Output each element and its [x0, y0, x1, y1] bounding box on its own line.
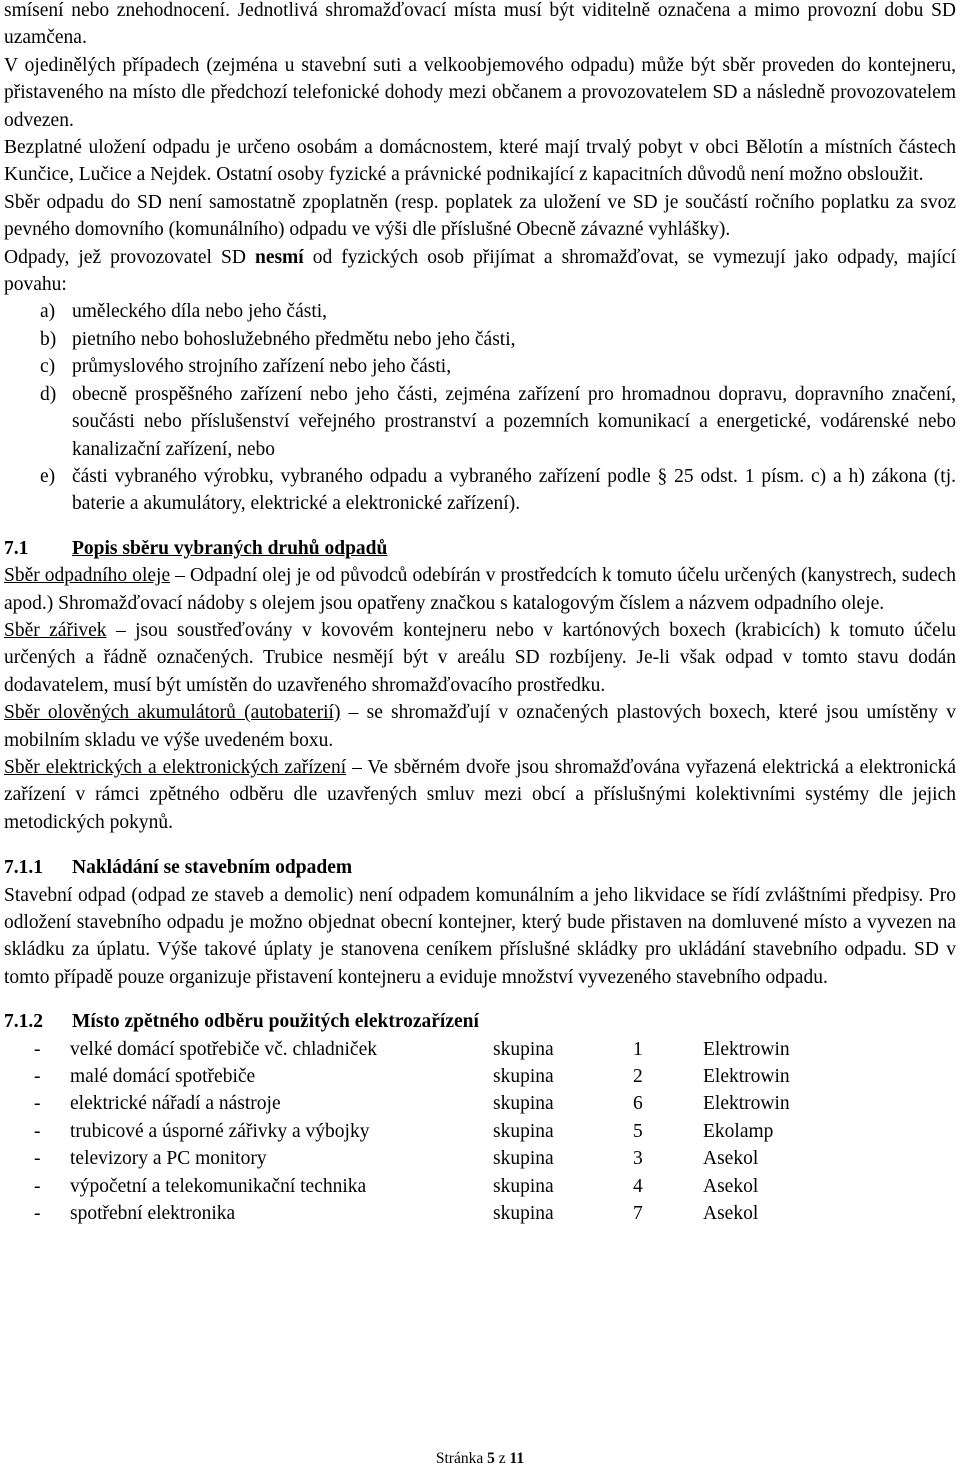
row-group-number: 3	[633, 1148, 643, 1170]
paragraph-fees: Sběr odpadu do SD není samostatně zpoplatněn (resp. poplatek za uložení ve SD je součástí ročního poplatku za svoz pevného domovního (komunálního) odpadu ve výši dle příslušné Obecně závazné vyhlášky).	[4, 191, 956, 241]
page-footer	[0, 1449, 960, 1469]
table-row	[4, 1145, 790, 1172]
section-number: 7.1.2	[4, 1011, 43, 1033]
list-item	[4, 353, 956, 380]
block-lead: Sběr elektrických a elektronických zařízení	[4, 756, 347, 778]
block-text: – se shromažďují v označených plastových boxech, které jsou umístěny v mobilním skladu ve výše uvedeném boxu.	[4, 702, 956, 751]
row-category: trubicové a úsporné zářivky a výbojky	[70, 1120, 370, 1142]
paragraph-batteries	[4, 699, 956, 754]
block-text: – Odpadní olej je od původců odebírán v prostředcích k tomuto účelu určených (kanystrech, sudech apod.) Shromažďovací nádoby s olejem jsou opatřeny značkou s katalogovým číslem a názvem odpadního oleje.	[4, 565, 956, 614]
paragraph-fluorescent	[4, 617, 956, 699]
row-system: Elektrowin	[703, 1038, 790, 1060]
forbidden-keyword: nesmí	[254, 246, 304, 268]
footer-page-total: 11	[509, 1450, 525, 1467]
block-lead: Sběr zářivek	[4, 619, 107, 641]
list-item	[4, 463, 956, 518]
paragraph-container-collection: V ojedinělých případech (zejména u stavební suti a velkoobjemového odpadu) může být sběr proveden do kontejneru, přistaveného na místo dle předchozí telefonické dohody mezi občanem a provozovatelem SD a následně provozovatelem odvezen.	[4, 54, 956, 131]
list-item-label: a)	[40, 301, 56, 323]
row-group-word: skupina	[493, 1093, 554, 1115]
block-lead: Sběr olověných akumulátorů (autobaterií)	[4, 702, 341, 724]
list-item	[4, 381, 956, 463]
row-system: Ekolamp	[703, 1120, 774, 1142]
row-category: výpočetní a telekomunikační technika	[70, 1175, 367, 1197]
list-item-label: c)	[40, 356, 56, 378]
row-dash: -	[34, 1203, 41, 1225]
row-group-word: skupina	[493, 1120, 554, 1142]
forbidden-intro-end: od fyzických osob přijímat a shromažďovat, se vymezují jako odpady, mající povahu:	[4, 246, 957, 296]
table-row	[4, 1063, 790, 1090]
list-item	[4, 326, 956, 353]
row-dash: -	[34, 1175, 41, 1197]
footer-prefix: Stránka	[435, 1450, 488, 1467]
row-group-number: 6	[633, 1093, 643, 1115]
forbidden-list	[4, 298, 956, 517]
section-heading-7-1-2	[4, 1008, 956, 1035]
list-item-text: uměleckého díla nebo jeho části,	[72, 301, 328, 323]
table-row	[4, 1118, 790, 1145]
section-title: Popis sběru vybraných druhů odpadů	[72, 537, 388, 559]
forbidden-intro-start: Odpady, jež provozovatel SD	[4, 246, 255, 268]
list-item-text: pietního nebo bohoslužebného předmětu nebo jeho části,	[72, 328, 516, 350]
table-row	[4, 1036, 790, 1063]
row-system: Asekol	[703, 1148, 759, 1170]
footer-middle: z	[494, 1450, 510, 1467]
section-number: 7.1	[4, 537, 29, 559]
row-group-number: 2	[633, 1066, 643, 1088]
list-item-text: obecně prospěšného zařízení nebo jeho části, zejména zařízení pro hromadnou dopravu, dopravního značení, součásti nebo příslušenství veřejného prostranství a pozemních komunikací a energetické, vodárenské nebo kanalizační zařízení, nebo	[72, 383, 956, 460]
row-system: Asekol	[703, 1175, 759, 1197]
row-category: malé domácí spotřebiče	[70, 1066, 256, 1088]
block-text: – Ve sběrném dvoře jsou shromažďována vyřazená elektrická a elektronická zařízení v rámci zpětného odběru dle uzavřených smluv mezi obcí a příslušnými kolektivními systémy dle jejich metodických pokynů.	[4, 756, 956, 833]
list-item-text: průmyslového strojního zařízení nebo jeho části,	[72, 356, 452, 378]
row-dash: -	[34, 1093, 41, 1115]
block-lead: Sběr odpadního oleje	[4, 565, 171, 587]
footer-page-number: 5	[487, 1450, 495, 1467]
row-dash: -	[34, 1120, 41, 1142]
list-item-text: části vybraného výrobku, vybraného odpadu a vybraného zařízení podle § 25 odst. 1 písm. c) a h) zákona (tj. baterie a akumulátory, elektrické a elektronické zařízení).	[72, 465, 956, 515]
row-group-word: skupina	[493, 1203, 554, 1225]
list-item-label: b)	[40, 328, 57, 350]
row-group-word: skupina	[493, 1148, 554, 1170]
row-group-word: skupina	[493, 1066, 554, 1088]
row-group-number: 1	[633, 1038, 643, 1060]
row-dash: -	[34, 1066, 41, 1088]
list-item	[4, 298, 956, 325]
take-back-table	[4, 1036, 790, 1228]
row-system: Elektrowin	[703, 1066, 790, 1088]
section-number: 7.1.1	[4, 857, 43, 879]
row-dash: -	[34, 1148, 41, 1170]
list-item-label: d)	[40, 383, 57, 405]
paragraph-oil	[4, 562, 956, 617]
table-row	[4, 1090, 790, 1117]
row-group-word: skupina	[493, 1175, 554, 1197]
paragraph-free-deposit: Bezplatné uložení odpadu je určeno osobám a domácnostem, které mají trvalý pobyt v obci Bělotín a místních částech Kunčice, Lučice a Nejdek. Ostatní osoby fyzické a právnické podnikající z kapacitních důvodů není možno obsloužit.	[4, 137, 956, 186]
row-group-word: skupina	[493, 1038, 554, 1060]
row-system: Asekol	[703, 1203, 759, 1225]
row-category: elektrické nářadí a nástroje	[70, 1093, 281, 1115]
table-row	[4, 1200, 790, 1227]
section-title: Nakládání se stavebním odpadem	[72, 857, 353, 879]
paragraph-construction-waste: Stavební odpad (odpad ze staveb a demolic) není odpadem komunálním a jeho likvidace se řídí zvláštními předpisy. Pro odložení stavebního odpadu je možno objednat obecní kontejner, který bude přistaven na domluvené místo a vyvezen na skládku za úplatu. Výše takové úplaty je stanovena ceníkem příslušné skládky pro ukládání stavebního odpadu. SD v tomto případě pouze organizuje přistavení kontejneru a eviduje množství vyvezeného stavebního odpadu.	[4, 884, 956, 988]
row-dash: -	[34, 1038, 41, 1060]
paragraph-electronics	[4, 754, 956, 836]
table-row	[4, 1173, 790, 1200]
row-category: televizory a PC monitory	[70, 1148, 267, 1170]
section-title: Místo zpětného odběru použitých elektrozařízení	[72, 1011, 479, 1033]
section-heading-7-1-1	[4, 854, 956, 881]
row-category: velké domácí spotřebiče vč. chladniček	[70, 1038, 377, 1060]
paragraph-intro: smísení nebo znehodnocení. Jednotlivá shromažďovací místa musí být viditelně označena a mimo provozní dobu SD uzamčena.	[4, 0, 956, 49]
row-group-number: 5	[633, 1120, 643, 1142]
row-group-number: 7	[633, 1203, 643, 1225]
row-group-number: 4	[633, 1175, 643, 1197]
document-page	[4, 0, 956, 1227]
section-heading-7-1	[4, 535, 956, 562]
list-item-label: e)	[40, 465, 56, 487]
block-text: – jsou soustřeďovány v kovovém kontejneru nebo v kartónových boxech (krabicích) k tomuto účelu určených a řádně označených. Trubice nesmějí být v areálu SD rozbíjeny. Je-li však odpad v tomto stavu dodán dodavatelem, musí být umístěn do uzavřeného shromažďovacího prostředku.	[4, 619, 956, 696]
paragraph-forbidden-intro	[4, 244, 956, 299]
row-category: spotřební elektronika	[70, 1203, 236, 1225]
row-system: Elektrowin	[703, 1093, 790, 1115]
